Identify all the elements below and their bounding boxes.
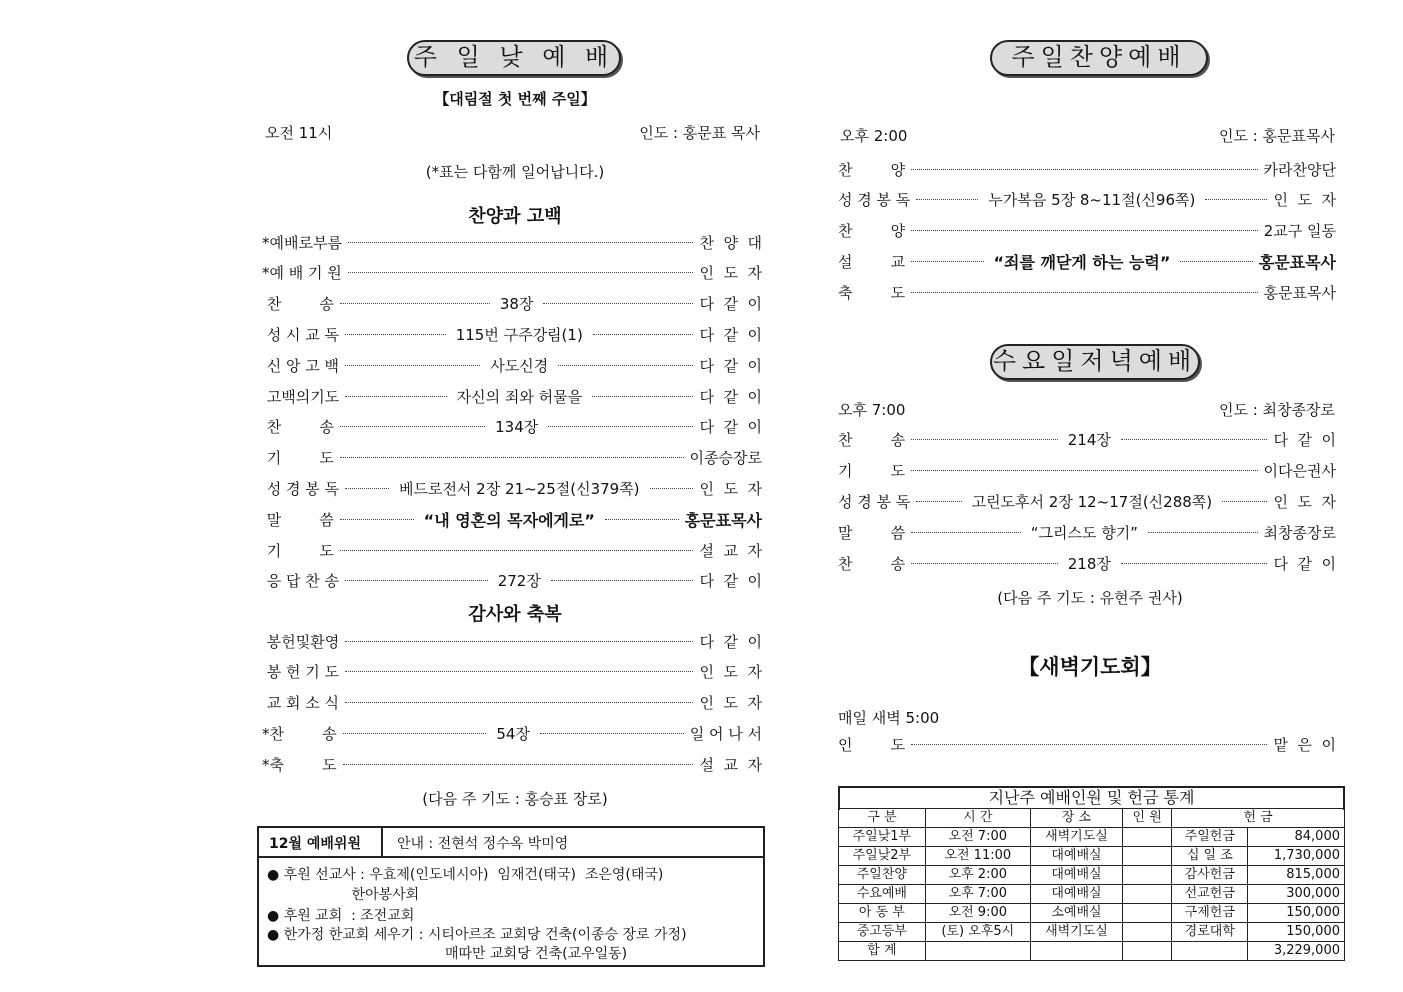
order-person: 인 도 자 xyxy=(1273,492,1337,511)
order-label: 찬 송 xyxy=(838,430,906,449)
stats-cell xyxy=(1123,847,1172,866)
order-detail: 자신의 죄와 허물을 xyxy=(456,387,583,406)
dot-leader xyxy=(1180,261,1252,262)
stats-header-cell: 인 원 xyxy=(1123,809,1172,828)
order-person: 홍문표목사 xyxy=(684,510,762,530)
order-label: 찬 송 xyxy=(262,418,334,437)
stats-cell: 84,000 xyxy=(1248,828,1345,847)
order-label: *예배로부름 xyxy=(262,233,342,252)
order-person: 다 같 이 xyxy=(699,572,762,591)
order-person: 다 같 이 xyxy=(699,325,763,344)
stats-cell xyxy=(1123,828,1172,847)
stats-header-cell: 시 간 xyxy=(925,809,1030,828)
order-row xyxy=(838,552,1336,576)
order-detail: 사도신경 xyxy=(490,356,549,375)
order-person: 다 같 이 xyxy=(699,356,762,375)
stats-cell: 아 동 부 xyxy=(839,904,926,923)
dot-leader xyxy=(916,199,978,200)
order-person: 홍문표목사 xyxy=(1263,283,1336,302)
dot-leader xyxy=(551,580,694,581)
order-label: 말 씀 xyxy=(262,510,334,529)
order-label: 봉 헌 기 도 xyxy=(262,663,340,682)
stats-cell xyxy=(1123,885,1172,904)
stats-cell: 주일낮2부 xyxy=(839,847,926,866)
order-person: 다 같 이 xyxy=(699,295,762,314)
title-sunday-worship: 주 일 낮 예 배 xyxy=(407,40,621,76)
dot-leader xyxy=(345,671,693,672)
order-label: *찬 송 xyxy=(262,724,337,743)
dot-leader xyxy=(343,764,694,765)
stats-cell: 새벽기도실 xyxy=(1030,828,1122,847)
stats-cell: 3,229,000 xyxy=(1248,942,1345,961)
dot-leader xyxy=(345,365,480,366)
order-label: 성 경 봉 독 xyxy=(262,479,340,498)
stats-cell: 경로대학 xyxy=(1172,923,1248,942)
dot-leader xyxy=(345,702,693,703)
dawn-leader-label: 인 도 xyxy=(838,735,906,754)
order-detail: 고린도후서 2장 12~17절(신288쪽) xyxy=(971,492,1213,511)
stand-note: (*표는 다함께 일어납니다.) xyxy=(425,163,605,181)
table-row xyxy=(839,866,1345,885)
order-label: 기 도 xyxy=(838,461,906,480)
stats-title-box: 지난주 예배인원 및 헌금 통계 xyxy=(838,786,1345,810)
wednesday-leader: 인도 : 최창종장로 xyxy=(1218,401,1335,419)
stats-header-cell: 헌 금 xyxy=(1172,809,1345,828)
dawn-leader-value: 맡 은 이 xyxy=(1273,735,1336,754)
order-row xyxy=(262,353,762,377)
stats-cell xyxy=(1123,923,1172,942)
stats-cell: 십 일 조 xyxy=(1172,847,1248,866)
dot-leader xyxy=(1121,439,1268,440)
table-row xyxy=(839,885,1345,904)
dot-leader xyxy=(548,426,693,427)
order-person: 다 같 이 xyxy=(699,387,763,406)
stats-cell: 새벽기도실 xyxy=(1030,923,1122,942)
order-row xyxy=(262,230,762,254)
praise-time: 오후 2:00 xyxy=(840,127,908,145)
family-church-line-2: 매따만 교회당 건축(교우일동) xyxy=(267,946,628,962)
title-praise-worship: 주일찬양예배 xyxy=(990,40,1208,76)
sunday-time: 오전 11시 xyxy=(265,124,333,142)
dawn-leader-row xyxy=(838,732,1336,756)
staff-header-right: 안내 : 전현석 정수옥 박미영 xyxy=(397,836,569,852)
stats-cell: (토) 오후5시 xyxy=(925,923,1030,942)
stats-cell: 구제헌금 xyxy=(1172,904,1248,923)
worship-staff-box xyxy=(257,826,765,967)
order-label: 고백의기도 xyxy=(262,387,340,406)
stats-cell: 300,000 xyxy=(1248,885,1345,904)
order-label: 교 회 소 식 xyxy=(262,694,340,713)
stats-cell: 815,000 xyxy=(1248,866,1345,885)
dot-leader xyxy=(340,457,684,458)
stats-cell: 오전 7:00 xyxy=(925,828,1030,847)
order-label: 말 씀 xyxy=(838,524,906,543)
order-detail: 134장 xyxy=(495,418,539,437)
order-detail: 베드로전서 2장 21~25절(신379쪽) xyxy=(398,479,640,498)
dot-leader xyxy=(911,744,1267,745)
table-row xyxy=(839,828,1345,847)
dot-leader xyxy=(348,272,694,273)
dot-leader xyxy=(1148,532,1258,533)
order-detail: 214장 xyxy=(1067,430,1111,449)
next-week-prayer-left: (다음 주 기도 : 홍승표 장로) xyxy=(422,790,608,808)
order-label: 성 경 봉 독 xyxy=(838,492,911,511)
stats-cell: 주일찬양 xyxy=(839,866,926,885)
stats-cell xyxy=(1030,942,1122,961)
advent-subtitle: 【대림절 첫 번째 주일】 xyxy=(434,90,596,108)
order-row xyxy=(838,219,1336,243)
staff-header-left: 12월 예배위원 xyxy=(269,836,361,852)
title-wednesday-worship: 수요일저녁예배 xyxy=(990,344,1200,380)
dot-leader xyxy=(911,261,983,262)
order-row xyxy=(262,569,762,593)
stats-cell: 오후 2:00 xyxy=(925,866,1030,885)
order-person: 홍문표목사 xyxy=(1258,252,1337,272)
order-detail: 54장 xyxy=(496,724,530,743)
order-person: 이다은권사 xyxy=(1263,461,1336,480)
order-label: *축 도 xyxy=(262,755,337,774)
box-header-vline xyxy=(381,828,383,856)
dot-leader xyxy=(911,169,1257,170)
order-row xyxy=(262,691,762,715)
dot-leader xyxy=(345,334,446,335)
order-detail: 38장 xyxy=(499,295,534,314)
church-line: ● 후원 교회 : 조전교회 xyxy=(267,908,415,924)
next-week-prayer-right: (다음 주 기도 : 유현주 권사) xyxy=(997,589,1183,607)
order-label: *예 배 기 원 xyxy=(262,264,342,283)
dot-leader xyxy=(348,242,694,243)
dot-leader xyxy=(650,488,694,489)
order-row xyxy=(262,322,762,346)
order-label: 찬 양 xyxy=(838,160,906,179)
order-detail: 누가복음 5장 8~11절(신96쪽) xyxy=(988,191,1196,210)
dot-leader xyxy=(592,396,693,397)
dot-leader xyxy=(558,365,693,366)
box-header-divider xyxy=(259,856,763,858)
order-person: 최창종장로 xyxy=(1263,524,1336,543)
order-label: 봉헌및환영 xyxy=(262,632,340,651)
dot-leader xyxy=(543,303,693,304)
order-person: 인 도 자 xyxy=(699,479,763,498)
stats-cell: 1,730,000 xyxy=(1248,847,1345,866)
order-person: 인 도 자 xyxy=(699,264,762,283)
table-row xyxy=(839,942,1345,961)
order-person: 다 같 이 xyxy=(1273,555,1337,574)
order-label: 응 답 찬 송 xyxy=(262,572,340,591)
order-detail: “내 영혼의 목자에게로” xyxy=(423,510,595,530)
section-praise-confession: 찬양과 고백 xyxy=(468,206,562,227)
dot-leader xyxy=(911,292,1257,293)
order-row xyxy=(262,446,762,470)
order-person: 설 교 자 xyxy=(699,541,762,560)
order-person: 인 도 자 xyxy=(1273,191,1336,210)
order-person: 인 도 자 xyxy=(699,694,762,713)
order-row xyxy=(262,721,762,745)
order-detail: 218장 xyxy=(1067,555,1111,574)
stats-cell: 오전 9:00 xyxy=(925,904,1030,923)
stats-cell: 주일낮1부 xyxy=(839,828,926,847)
order-row xyxy=(262,292,762,316)
order-row xyxy=(262,507,762,531)
stats-cell: 감사헌금 xyxy=(1172,866,1248,885)
dot-leader xyxy=(911,532,1021,533)
order-label: 성 경 봉 독 xyxy=(838,191,911,210)
order-row xyxy=(262,752,762,776)
dot-leader xyxy=(340,426,485,427)
order-person: 찬 양 대 xyxy=(699,233,762,252)
stats-cell: 수요예배 xyxy=(839,885,926,904)
missionary-line-2: 한아봉사회 xyxy=(267,887,420,903)
dot-leader xyxy=(911,439,1058,440)
order-detail: “죄를 깨닫게 하는 능력” xyxy=(993,252,1171,272)
order-detail: 115번 구주강림(1) xyxy=(455,325,583,344)
dot-leader xyxy=(916,501,961,502)
order-label: 찬 양 xyxy=(838,222,906,241)
stats-cell: 주일헌금 xyxy=(1172,828,1248,847)
order-row xyxy=(838,157,1336,181)
dawn-time: 매일 새벽 5:00 xyxy=(838,709,940,727)
missionary-line: ● 후원 선교사 : 우효제(인도네시아) 임재건(태국) 조은영(태국) xyxy=(267,867,664,883)
table-row xyxy=(839,847,1345,866)
order-detail: 272장 xyxy=(497,572,541,591)
stats-cell: 150,000 xyxy=(1248,904,1345,923)
dot-leader xyxy=(343,733,487,734)
stats-header-cell: 장 소 xyxy=(1030,809,1122,828)
stats-cell xyxy=(1123,904,1172,923)
order-row xyxy=(262,629,762,653)
dot-leader xyxy=(605,519,679,520)
order-row xyxy=(838,188,1336,212)
order-row xyxy=(262,415,762,439)
dot-leader xyxy=(911,563,1058,564)
order-label: 설 교 xyxy=(838,252,906,271)
stats-cell: 소예배실 xyxy=(1030,904,1122,923)
order-label: 성 시 교 독 xyxy=(262,325,340,344)
stats-cell xyxy=(1123,866,1172,885)
dawn-prayer-title: 【새벽기도회】 xyxy=(1018,655,1162,679)
dot-leader xyxy=(1205,199,1267,200)
stats-cell: 오후 7:00 xyxy=(925,885,1030,904)
dot-leader xyxy=(1121,563,1268,564)
order-row xyxy=(838,280,1336,304)
order-row xyxy=(262,476,762,500)
order-row xyxy=(838,458,1336,482)
dot-leader xyxy=(340,519,414,520)
stats-cell xyxy=(1172,942,1248,961)
order-label: 기 도 xyxy=(262,541,334,560)
order-person: 다 같 이 xyxy=(1273,430,1337,449)
stats-cell: 150,000 xyxy=(1248,923,1345,942)
dot-leader xyxy=(340,303,490,304)
order-detail: “그리스도 향기” xyxy=(1030,524,1138,543)
order-person: 카라찬양단 xyxy=(1263,160,1336,179)
dot-leader xyxy=(593,334,694,335)
dot-leader xyxy=(911,470,1257,471)
stats-cell: 중고등부 xyxy=(839,923,926,942)
stats-cell: 합 계 xyxy=(839,942,926,961)
section-thanks-blessing: 감사와 축복 xyxy=(468,604,562,625)
order-row xyxy=(262,660,762,684)
stats-cell: 대예배실 xyxy=(1030,866,1122,885)
order-label: 축 도 xyxy=(838,283,906,302)
order-row xyxy=(838,427,1336,451)
order-person: 설 교 자 xyxy=(699,755,762,774)
stats-header-row xyxy=(839,809,1345,828)
table-row xyxy=(839,923,1345,942)
order-row xyxy=(262,538,762,562)
order-row xyxy=(838,489,1336,513)
stats-cell: 오전 11:00 xyxy=(925,847,1030,866)
order-person: 일 어 나 서 xyxy=(689,724,762,743)
praise-leader: 인도 : 홍문표목사 xyxy=(1218,127,1335,145)
stats-cell xyxy=(1123,942,1172,961)
order-person: 인 도 자 xyxy=(699,663,762,682)
order-label: 찬 송 xyxy=(838,555,906,574)
dot-leader xyxy=(911,230,1258,231)
dot-leader xyxy=(1222,501,1267,502)
order-label: 신 앙 고 백 xyxy=(262,356,340,375)
sunday-leader: 인도 : 홍문표 목사 xyxy=(639,124,760,142)
stats-cell: 대예배실 xyxy=(1030,885,1122,904)
wednesday-time: 오후 7:00 xyxy=(838,401,906,419)
order-row xyxy=(838,249,1336,273)
order-row xyxy=(262,261,762,285)
stats-table xyxy=(838,808,1345,961)
dot-leader xyxy=(345,641,693,642)
order-row xyxy=(838,521,1336,545)
order-person: 다 같 이 xyxy=(699,418,763,437)
order-label: 기 도 xyxy=(262,449,334,468)
dot-leader xyxy=(340,550,694,551)
order-label: 찬 송 xyxy=(262,295,334,314)
order-person: 다 같 이 xyxy=(699,632,762,651)
stats-cell xyxy=(925,942,1030,961)
stats-header-cell: 구 분 xyxy=(839,809,926,828)
dot-leader xyxy=(345,488,389,489)
table-row xyxy=(839,904,1345,923)
dot-leader xyxy=(345,396,446,397)
dot-leader xyxy=(345,580,488,581)
dot-leader xyxy=(540,733,684,734)
stats-cell: 선교헌금 xyxy=(1172,885,1248,904)
stats-cell: 대예배실 xyxy=(1030,847,1122,866)
order-person: 이종승장로 xyxy=(689,449,762,468)
order-person: 2교구 일동 xyxy=(1263,222,1336,241)
family-church-line: ● 한가정 한교회 세우기 : 시티아르조 교회당 건축(이종승 장로 가정) xyxy=(267,927,687,943)
order-row xyxy=(262,384,762,408)
